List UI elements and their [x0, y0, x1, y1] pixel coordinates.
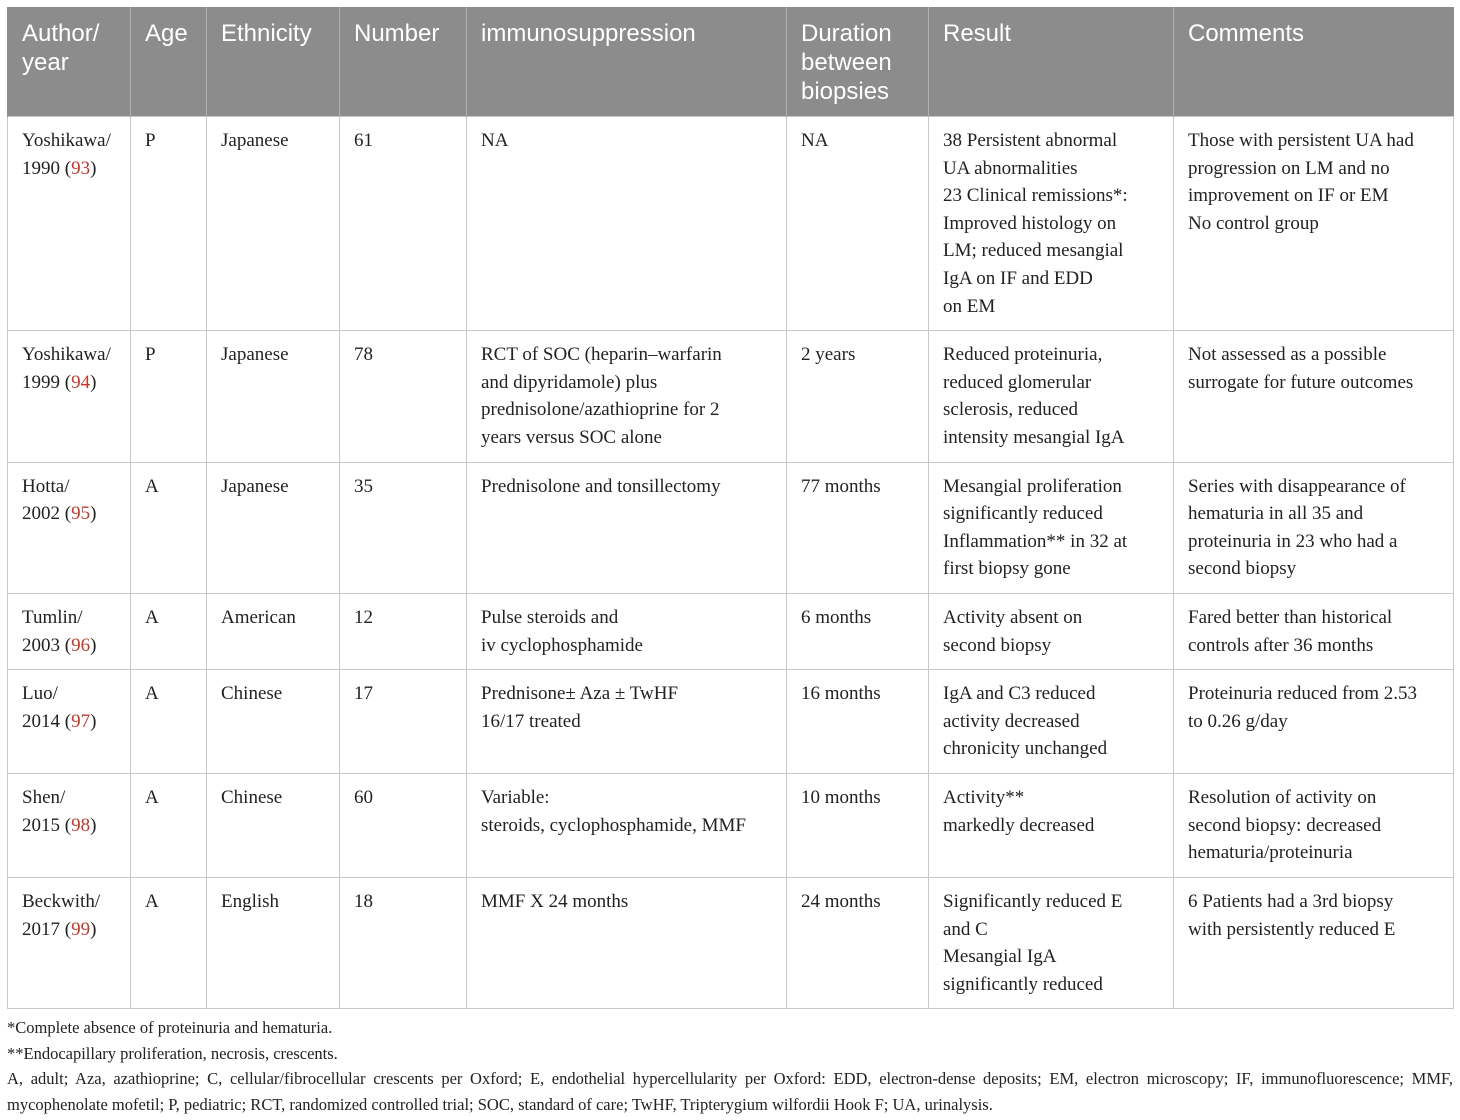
cell-duration [787, 593, 929, 669]
cell-number: 61 [340, 117, 467, 331]
cell-comments [1174, 462, 1454, 593]
header-line: immunosuppression [481, 20, 696, 47]
result-line: 23 Clinical remissions*: [943, 185, 1128, 207]
table-notes [7, 1015, 1453, 1117]
immunosuppression-line: Prednisolone and tonsillectomy [481, 475, 721, 497]
header-ethnicity [207, 7, 340, 117]
comments-line: surrogate for future outcomes [1188, 371, 1414, 393]
table-container [7, 7, 1453, 1009]
cell-immunosuppression [467, 878, 787, 1009]
immunosuppression-line: Prednisone± Aza ± TwHF [481, 683, 679, 705]
author-year-line [22, 369, 116, 397]
comments-line: second biopsy: decreased [1188, 814, 1382, 836]
comments-line: progression on LM and no [1188, 157, 1390, 179]
cell-duration [787, 774, 929, 878]
immunosuppression-line: NA [481, 130, 509, 151]
result-line: on EM [943, 295, 996, 317]
cell-comments [1174, 331, 1454, 462]
closing-paren: ) [90, 634, 97, 656]
result-line: markedly decreased [943, 814, 1095, 836]
result-line: significantly reduced [943, 973, 1103, 995]
cell-author-year [8, 117, 131, 331]
comments-line: controls after 36 months [1188, 634, 1374, 656]
cell-number: 18 [340, 878, 467, 1009]
cell-result [929, 117, 1174, 331]
immunosuppression-line: iv cyclophosphamide [481, 634, 643, 656]
comments-line: Those with persistent UA had [1188, 130, 1414, 151]
header-line: Duration [801, 20, 892, 47]
footnote-remission: *Complete absence of proteinuria and hematuria. [7, 1018, 333, 1037]
comments-line: improvement on IF or EM [1188, 185, 1389, 207]
comments-line: Series with disappearance of [1188, 475, 1406, 497]
cell-ethnicity: English [207, 878, 340, 1009]
duration-line: 2 years [801, 344, 856, 366]
reference-link[interactable]: 94 [71, 371, 91, 393]
cell-author-year [8, 670, 131, 774]
header-comments [1174, 7, 1454, 117]
cell-age: P [131, 331, 207, 462]
cell-duration [787, 670, 929, 774]
result-line: IgA on IF and EDD [943, 267, 1093, 289]
header-line: between [801, 49, 892, 76]
comments-line: Not assessed as a possible [1188, 344, 1387, 366]
comments-line: with persistently reduced E [1188, 918, 1396, 940]
result-line: IgA and C3 reduced [943, 683, 1096, 705]
cell-age: A [131, 670, 207, 774]
cell-age: A [131, 878, 207, 1009]
cell-ethnicity: American [207, 593, 340, 669]
duration-line: NA [801, 130, 829, 151]
cell-immunosuppression [467, 774, 787, 878]
year-text: 2017 ( [22, 918, 72, 940]
header-line: Ethnicity [221, 20, 312, 47]
cell-result [929, 331, 1174, 462]
closing-paren: ) [90, 918, 97, 940]
cell-author-year [8, 462, 131, 593]
cell-immunosuppression [467, 593, 787, 669]
reference-link[interactable]: 98 [71, 814, 91, 836]
result-line: first biopsy gone [943, 558, 1071, 580]
reference-link[interactable]: 97 [71, 710, 91, 732]
result-line: and C [943, 918, 988, 940]
cell-number: 35 [340, 462, 467, 593]
table-header [8, 7, 1454, 117]
header-line: Author/ [22, 20, 100, 47]
reference-link[interactable]: 99 [71, 918, 91, 940]
result-line: reduced glomerular [943, 371, 1092, 393]
cell-immunosuppression [467, 462, 787, 593]
table-row [8, 774, 1454, 878]
cell-age: P [131, 117, 207, 331]
reference-link[interactable]: 93 [71, 157, 91, 179]
header-line: year [22, 49, 69, 76]
cell-number: 60 [340, 774, 467, 878]
cell-age: A [131, 774, 207, 878]
table-row [8, 878, 1454, 1009]
cell-duration [787, 331, 929, 462]
immunosuppression-line: steroids, cyclophosphamide, MMF [481, 814, 746, 836]
year-text: 2015 ( [22, 814, 72, 836]
cell-comments [1174, 878, 1454, 1009]
author-year-line [22, 632, 116, 660]
year-text: 1990 ( [22, 157, 72, 179]
table-row [8, 670, 1454, 774]
reference-link[interactable]: 96 [71, 634, 91, 656]
cell-number: 17 [340, 670, 467, 774]
year-text: 2003 ( [22, 634, 72, 656]
result-line: Activity** [943, 787, 1025, 809]
comments-line: hematuria/proteinuria [1188, 842, 1353, 864]
cell-ethnicity: Chinese [207, 774, 340, 878]
author-year-line [22, 812, 116, 840]
footnote-inflammation: **Endocapillary proliferation, necrosis, crescents. [7, 1043, 338, 1063]
immunosuppression-line: Pulse steroids and [481, 606, 619, 628]
immunosuppression-line: Variable: [481, 787, 550, 809]
duration-line: 6 months [801, 606, 872, 628]
comments-line: to 0.26 g/day [1188, 710, 1288, 732]
comments-line: Proteinuria reduced from 2.53 [1188, 683, 1417, 705]
immunosuppression-line: RCT of SOC (heparin–warfarin [481, 344, 722, 366]
cell-ethnicity: Japanese [207, 331, 340, 462]
comments-line: 6 Patients had a 3rd biopsy [1188, 891, 1394, 913]
header-duration [787, 7, 929, 117]
comments-line: second biopsy [1188, 558, 1297, 580]
closing-paren: ) [90, 157, 97, 179]
cell-duration [787, 462, 929, 593]
year-text: 1999 ( [22, 371, 72, 393]
comments-line: Fared better than historical [1188, 606, 1393, 628]
result-line: intensity mesangial IgA [943, 426, 1125, 448]
cell-result [929, 593, 1174, 669]
cell-immunosuppression [467, 117, 787, 331]
immunosuppression-line: and dipyridamole) plus [481, 371, 658, 393]
author-name: Yoshikawa/ [22, 344, 111, 366]
cell-number: 78 [340, 331, 467, 462]
header-line: Comments [1188, 20, 1305, 47]
result-line: sclerosis, reduced [943, 399, 1079, 421]
comments-line: No control group [1188, 212, 1319, 234]
cell-immunosuppression [467, 331, 787, 462]
comments-line: proteinuria in 23 who had a [1188, 530, 1398, 552]
header-line: biopsies [801, 78, 890, 105]
table-body [8, 117, 1454, 1009]
closing-paren: ) [90, 814, 97, 836]
result-line: significantly reduced [943, 503, 1103, 525]
closing-paren: ) [90, 503, 97, 525]
immunosuppression-line: years versus SOC alone [481, 426, 662, 448]
result-line: UA abnormalities [943, 157, 1078, 179]
result-line: Mesangial proliferation [943, 475, 1122, 497]
cell-age: A [131, 593, 207, 669]
immunosuppression-line: prednisolone/azathioprine for 2 [481, 399, 720, 421]
result-line: Activity absent on [943, 606, 1083, 628]
header-line: Result [943, 20, 1012, 47]
reference-link[interactable]: 95 [71, 503, 91, 525]
cell-duration [787, 878, 929, 1009]
header-row [8, 7, 1454, 117]
cell-comments [1174, 670, 1454, 774]
header-result [929, 7, 1174, 117]
duration-line: 24 months [801, 891, 881, 913]
result-line: second biopsy [943, 634, 1052, 656]
immunosuppression-line: 16/17 treated [481, 710, 581, 732]
year-text: 2002 ( [22, 503, 72, 525]
result-line: chronicity unchanged [943, 738, 1108, 760]
cell-ethnicity: Japanese [207, 117, 340, 331]
author-name: Hotta/ [22, 475, 70, 497]
table-row [8, 593, 1454, 669]
result-line: activity decreased [943, 710, 1080, 732]
immunosuppression-line: MMF X 24 months [481, 891, 629, 913]
result-line: Significantly reduced E [943, 891, 1123, 913]
comments-line: Resolution of activity on [1188, 787, 1377, 809]
table-row [8, 331, 1454, 462]
header-line: Number [354, 20, 440, 47]
closing-paren: ) [90, 710, 97, 732]
cell-immunosuppression [467, 670, 787, 774]
cell-author-year [8, 774, 131, 878]
header-line: Age [145, 20, 188, 47]
author-year-line [22, 916, 116, 944]
result-line: Reduced proteinuria, [943, 344, 1103, 366]
author-name: Shen/ [22, 787, 66, 809]
header-author-year [8, 7, 131, 117]
result-line: Inflammation** in 32 at [943, 530, 1128, 552]
author-name: Yoshikawa/ [22, 130, 111, 151]
abbreviations-legend: A, adult; Aza, azathioprine; C, cellular/fibrocellular crescents per Oxford; E, endothelial hypercellularity per Oxford: EDD, electron-dense deposits; EM, electron microscopy; IF, immunofluorescence; MMF, mycophenolate mofetil; P, pediatric; RCT, randomized controlled trial; SOC, standard of care; TwHF, Tripterygium wilfordii Hook F; UA, urinalysis. [7, 1069, 1453, 1114]
cell-ethnicity: Chinese [207, 670, 340, 774]
cell-result [929, 774, 1174, 878]
cell-number: 12 [340, 593, 467, 669]
cell-comments [1174, 117, 1454, 331]
table-row [8, 462, 1454, 593]
header-age [131, 7, 207, 117]
cell-comments [1174, 774, 1454, 878]
cell-author-year [8, 331, 131, 462]
result-line: Mesangial IgA [943, 946, 1057, 968]
cell-result [929, 670, 1174, 774]
result-line: LM; reduced mesangial [943, 240, 1124, 262]
cell-comments [1174, 593, 1454, 669]
author-name: Tumlin/ [22, 606, 83, 628]
author-name: Luo/ [22, 683, 58, 705]
result-line: Improved histology on [943, 212, 1117, 234]
cell-duration [787, 117, 929, 331]
author-name: Beckwith/ [22, 891, 101, 913]
cell-age: A [131, 462, 207, 593]
duration-line: 16 months [801, 683, 881, 705]
header-number [340, 7, 467, 117]
duration-line: 77 months [801, 475, 881, 497]
year-text: 2014 ( [22, 710, 72, 732]
cell-ethnicity: Japanese [207, 462, 340, 593]
closing-paren: ) [90, 371, 97, 393]
header-immunosuppression [467, 7, 787, 117]
cell-author-year [8, 593, 131, 669]
table-row [8, 117, 1454, 331]
biopsy-studies-table [7, 7, 1454, 1009]
author-year-line [22, 155, 116, 183]
cell-result [929, 462, 1174, 593]
duration-line: 10 months [801, 787, 881, 809]
cell-author-year [8, 878, 131, 1009]
comments-line: hematuria in all 35 and [1188, 503, 1364, 525]
author-year-line [22, 500, 116, 528]
result-line: 38 Persistent abnormal [943, 130, 1118, 151]
author-year-line [22, 708, 116, 736]
cell-result [929, 878, 1174, 1009]
